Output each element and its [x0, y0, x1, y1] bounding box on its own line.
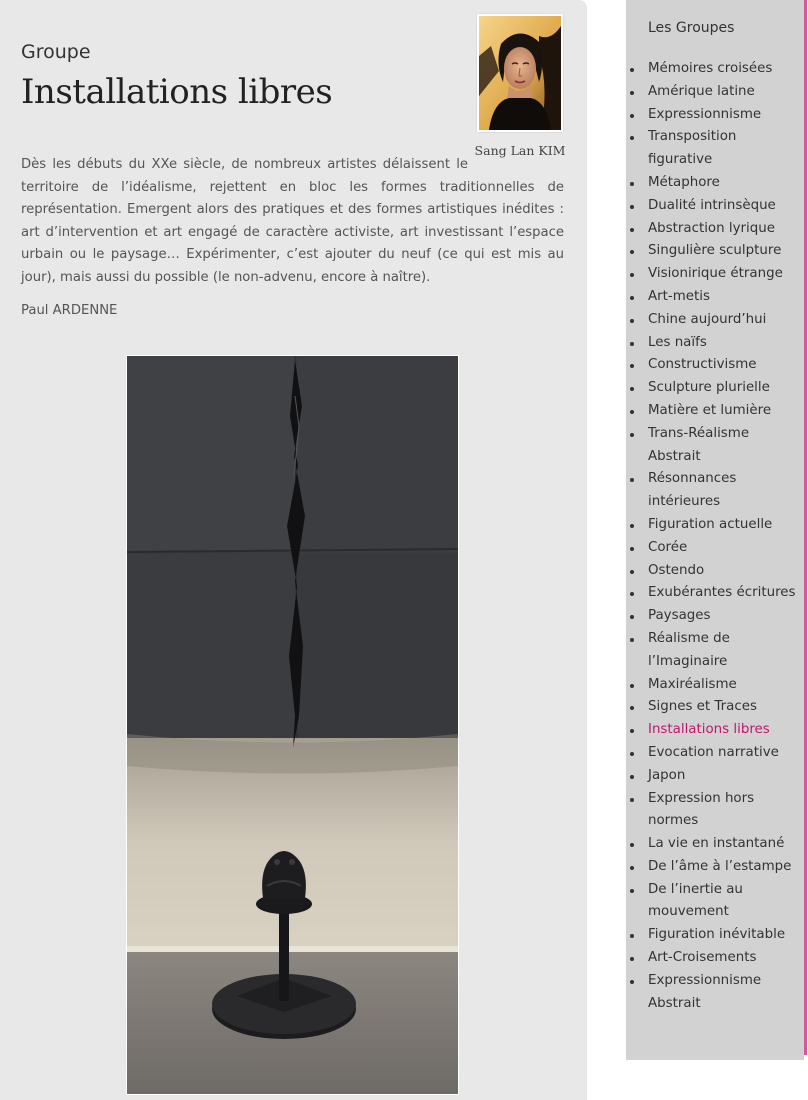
groups-sidebar	[626, 0, 804, 1060]
sidebar-item-expression-hors-normes[interactable]: Expression hors normes	[648, 788, 804, 834]
groups-list	[626, 58, 804, 1015]
sidebar-item-visionirique-etrange[interactable]: Visionirique étrange	[648, 263, 804, 286]
sidebar-item-la-vie-en-instantane[interactable]: La vie en instantané	[648, 833, 804, 856]
sidebar-item-resonnances-interieures[interactable]: Résonnances intérieures	[648, 468, 804, 514]
sidebar-item-art-croisements[interactable]: Art-Croisements	[648, 947, 804, 970]
sidebar-item-coree[interactable]: Corée	[648, 537, 804, 560]
group-kicker: Groupe	[21, 41, 91, 63]
sidebar-title: Les Groupes	[648, 20, 735, 36]
sidebar-item-paysages[interactable]: Paysages	[648, 605, 804, 628]
sidebar-accent-bar	[804, 0, 807, 1055]
sidebar-item-trans-realisme-abstrait[interactable]: Trans-Réalisme Abstrait	[648, 423, 804, 469]
portrait-caption: Sang Lan KIM	[474, 143, 566, 158]
sidebar-item-expressionnisme[interactable]: Expressionnisme	[648, 104, 804, 127]
artist-portrait-icon	[479, 16, 561, 130]
sidebar-item-de-l-ame-a-l-estampe[interactable]: De l’âme à l’estampe	[648, 856, 804, 879]
sidebar-item-dualite-intrinseque[interactable]: Dualité intrinsèque	[648, 195, 804, 218]
sidebar-item-memoires-croisees[interactable]: Mémoires croisées	[648, 58, 804, 81]
sidebar-item-chine-aujourd-hui[interactable]: Chine aujourd’hui	[648, 309, 804, 332]
sidebar-item-art-metis[interactable]: Art-metis	[648, 286, 804, 309]
sidebar-item-maxirealisme[interactable]: Maxiréalisme	[648, 674, 804, 697]
sidebar-item-de-l-inertie-au-mouvement[interactable]: De l’inertie au mouvement	[648, 879, 804, 925]
page-title: Installations libres	[21, 72, 333, 112]
sidebar-item-metaphore[interactable]: Métaphore	[648, 172, 804, 195]
sidebar-item-amerique-latine[interactable]: Amérique latine	[648, 81, 804, 104]
sidebar-item-matiere-et-lumiere[interactable]: Matière et lumière	[648, 400, 804, 423]
sidebar-item-installations-libres[interactable]: Installations libres	[648, 719, 804, 742]
sidebar-item-ostendo[interactable]: Ostendo	[648, 560, 804, 583]
sidebar-item-sculpture-plurielle[interactable]: Sculpture plurielle	[648, 377, 804, 400]
sidebar-item-abstraction-lyrique[interactable]: Abstraction lyrique	[648, 218, 804, 241]
intro-text: Dès les débuts du XXe siècle, de nombreux artistes délaissent le territoire de l’idéalisme, rejettent en bloc les formes traditionnelles de représentation. Emergent alors des pratiques et des formes artistiques inédites : art d’intervention et art engagé de caractère activiste, art investissant l’espace urbain ou le paysage… Expérimenter, c’est ajouter du neuf (ce qui est mis au jour), mais aussi du possible (le non-advenu, encore à naître).	[21, 157, 564, 285]
sidebar-item-figuration-actuelle[interactable]: Figuration actuelle	[648, 514, 804, 537]
sidebar-item-les-naifs[interactable]: Les naïfs	[648, 332, 804, 355]
sidebar-item-expressionnisme-abstrait[interactable]: Expressionnisme Abstrait	[648, 970, 804, 1016]
sidebar-item-figuration-inevitable[interactable]: Figuration inévitable	[648, 924, 804, 947]
sidebar-item-realisme-de-l-imaginaire[interactable]: Réalisme de l’Imaginaire	[648, 628, 804, 674]
sidebar-item-japon[interactable]: Japon	[648, 765, 804, 788]
sidebar-item-signes-et-traces[interactable]: Signes et Traces	[648, 696, 804, 719]
sidebar-item-evocation-narrative[interactable]: Evocation narrative	[648, 742, 804, 765]
sidebar-item-transposition-figurative[interactable]: Transposition figurative	[648, 126, 804, 172]
sidebar-item-exuberantes-ecritures[interactable]: Exubérantes écritures	[648, 582, 804, 605]
portrait-spacer	[468, 154, 564, 174]
intro-author: Paul ARDENNE	[21, 303, 118, 318]
sidebar-item-singuliere-sculpture[interactable]: Singulière sculpture	[648, 240, 804, 263]
artwork-image[interactable]	[126, 355, 459, 1095]
sidebar-item-constructivisme[interactable]: Constructivisme	[648, 354, 804, 377]
intro-paragraph	[21, 154, 564, 290]
installation-artwork-icon	[127, 356, 458, 1094]
artist-portrait[interactable]	[477, 14, 563, 132]
